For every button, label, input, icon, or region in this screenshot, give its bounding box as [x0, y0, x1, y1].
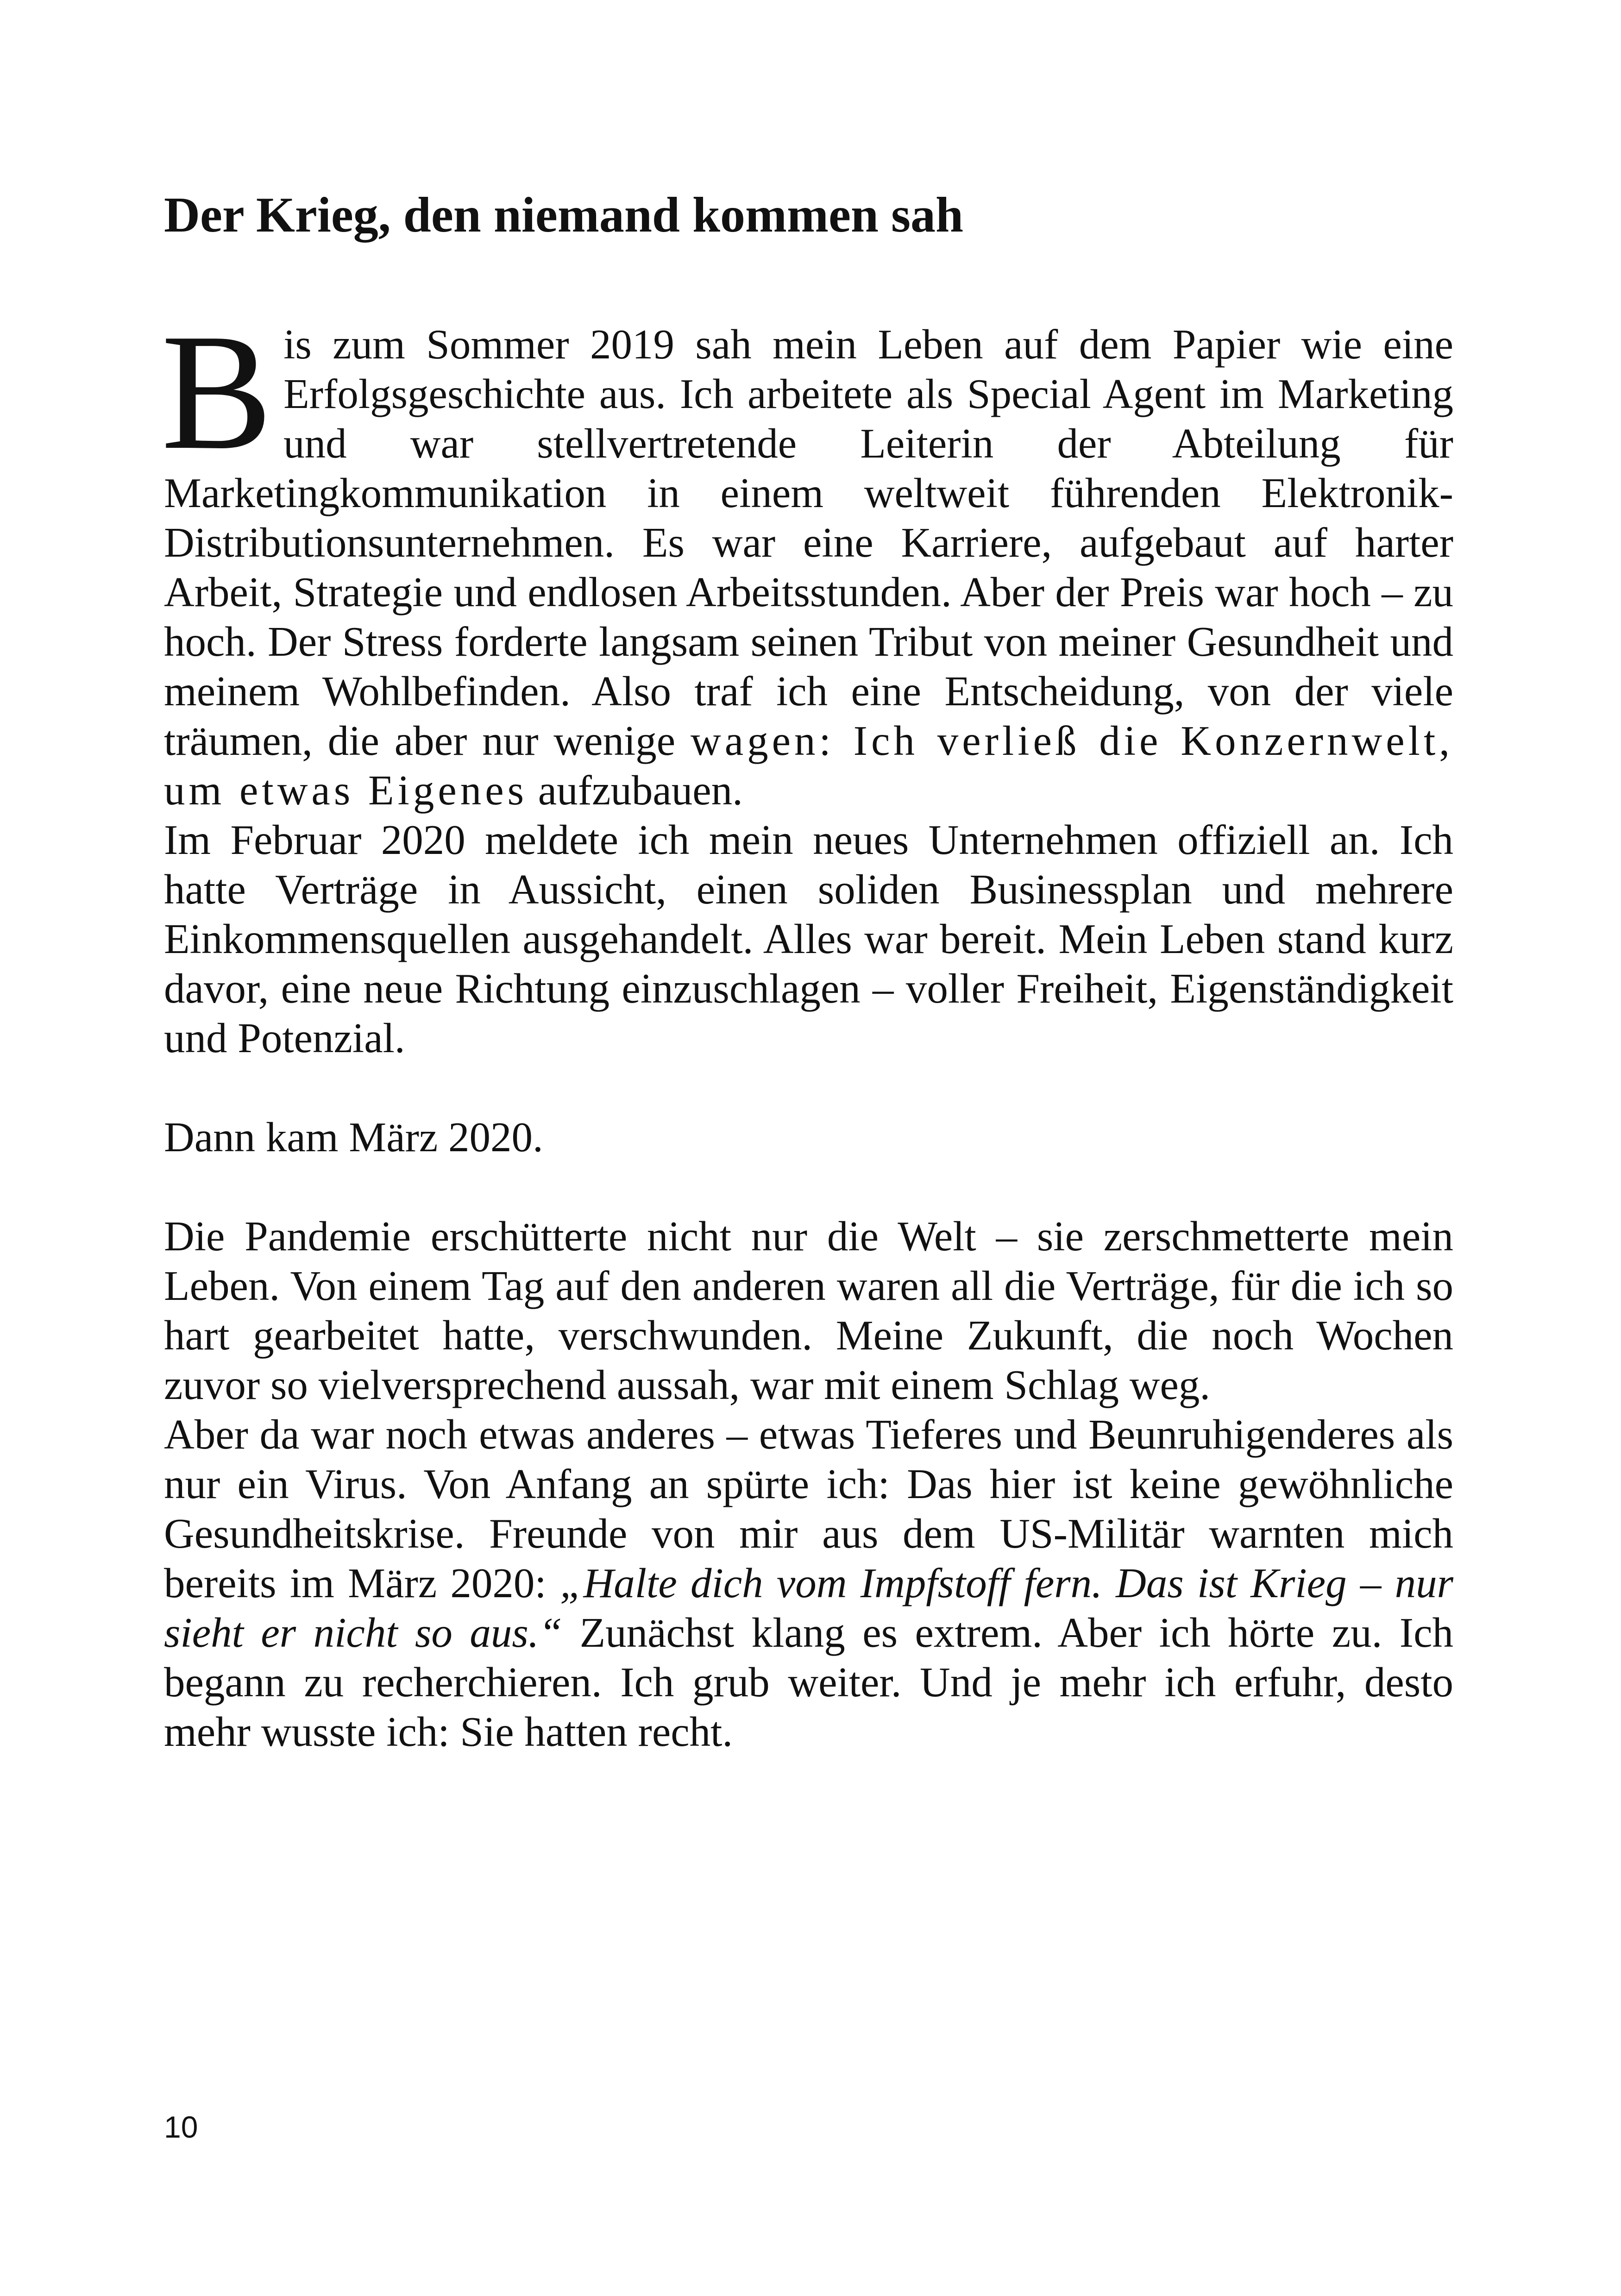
- page-number: 10: [164, 2110, 198, 2144]
- paragraph-pandemic: Die Pandemie erschütterte nicht nur die Welt – sie zerschmetterte mein Leben. Von einem Tag auf den anderen waren all die Verträge, für die ich so hart gearbeitet hatte, verschwunden. Meine Zukunft, die noch Wochen zuvor so vielversprechend aussah, war mit einem Schlag weg.: [164, 1213, 1453, 1408]
- paragraph-warning-text: Aber da war noch etwas anderes – etwas Tieferes und Beunruhigenderes als nur ein Virus. Von Anfang an spürte ich: Das hier ist keine gewöhnliche Gesundheitskrise. Freunde von mir aus dem US-Militär warnten mich bereits im März 2020:: [164, 1411, 1453, 1606]
- warning-quote: „Halte dich vom Impfstoff fern. Das ist Krieg – nur sieht er nicht so aus.“: [164, 1560, 1453, 1656]
- paragraph-intro: [161, 299, 1453, 815]
- paragraph-intro-spaced-line: wagen: Ich verließ die Konzernwelt, um etwas Eigenes: [164, 717, 1453, 814]
- paragraph-gap: [164, 1063, 1453, 1112]
- chapter-title: Der Krieg, den niemand kommen sah: [164, 188, 964, 243]
- chapter-body: [161, 299, 1453, 1757]
- paragraph-company: Im Februar 2020 meldete ich mein neues Unternehmen offiziell an. Ich hatte Verträge in Aussicht, einen soliden Businessplan und mehrere Einkommensquellen ausgehandelt. Alles war bereit. Mein Leben stand kurz davor, eine neue Richtung einzuschlagen – voller Freiheit, Eigenständigkeit und Potenzial.: [164, 816, 1453, 1061]
- paragraph-gap: [164, 1162, 1453, 1211]
- paragraph-warning-end: Zunächst klang es extrem. Aber ich hörte zu. Ich begann zu recherchieren. Ich grub weiter. Und je mehr ich erfuhr, desto mehr wusste ich: Sie hatten recht.: [164, 1609, 1453, 1755]
- drop-cap: B: [161, 299, 273, 484]
- paragraph-warning: [164, 1410, 1453, 1757]
- paragraph-march: Dann kam März 2020.: [164, 1114, 543, 1161]
- paragraph-intro-text: is zum Sommer 2019 sah mein Leben auf dem Papier wie eine Erfolgsgeschichte aus. Ich arbeitete als Special Agent im Marketing und war stellvertretende Leiterin der Abteilung für Marketingkommunikation in einem weltweit führenden Elektronik-Distributionsunternehmen. Es war eine Karriere, aufgebaut auf harter Arbeit, Strategie und endlosen Arbeitsstunden. Aber der Preis war hoch – zu hoch. Der Stress forderte langsam seinen Tribut von meiner Gesundheit und meinem Wohlbefinden. Also traf ich eine Entscheidung, von der viele träumen, die aber nur wenige: [164, 321, 1453, 764]
- paragraph-intro-end: aufzubauen.: [538, 767, 743, 814]
